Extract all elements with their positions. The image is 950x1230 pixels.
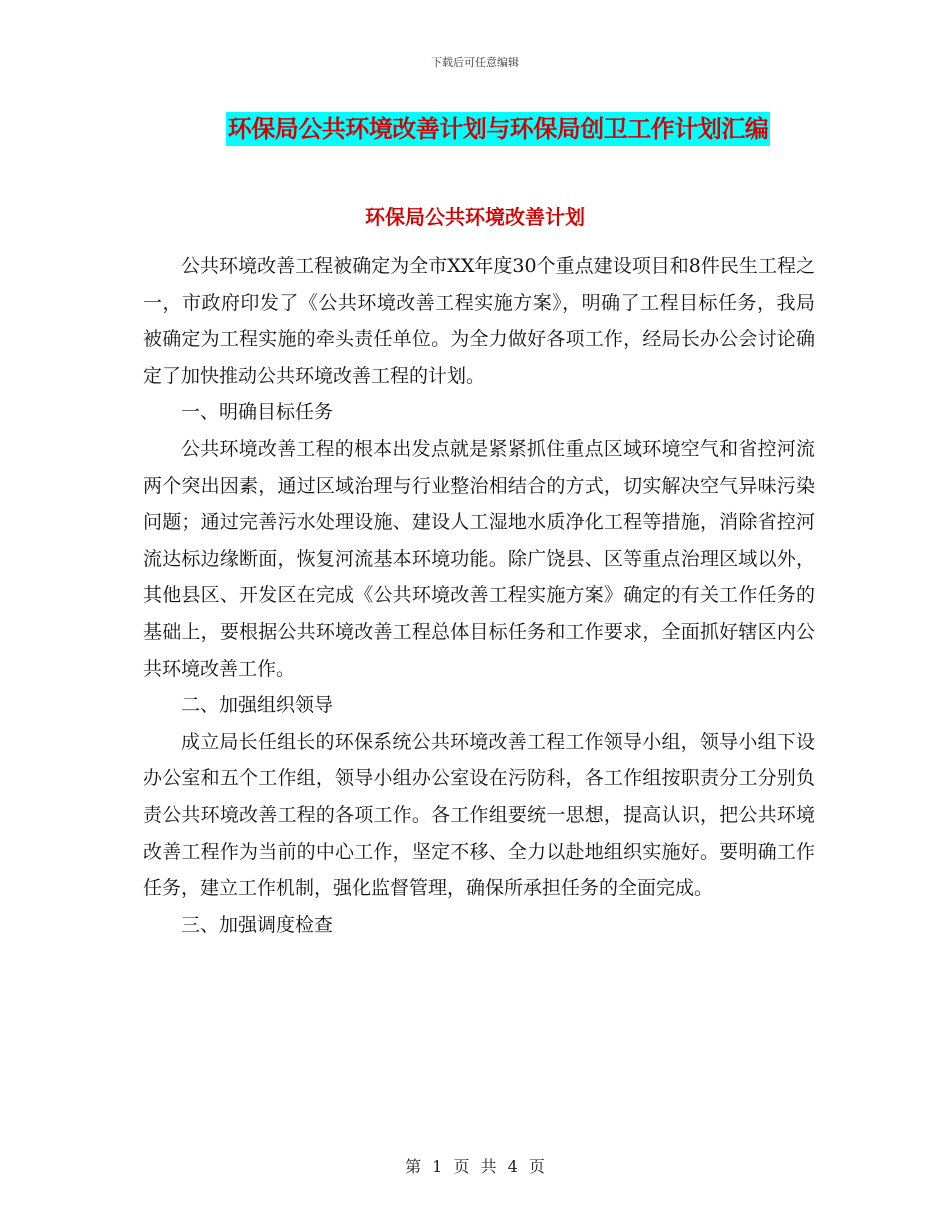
- heading-1: 一、明确目标任务: [181, 401, 334, 424]
- document-title: 环保局公共环境改善计划与环保局创卫工作计划汇编: [226, 112, 771, 146]
- page-number-footer: 第 1 页 共 4 页: [405, 1157, 545, 1176]
- document-body: [143, 248, 815, 943]
- intro-paragraph: 公共环境改善工程被确定为全市XX年度30个重点建设项目和8件民生工程之一，市政府印发了《公共环境改善工程实施方案》，明确了工程目标任务，我局被确定为工程实施的牵头责任单位。为全力做好各项工作，经局长办公会讨论确定了加快推动公共环境改善工程的计划。: [143, 255, 815, 387]
- heading-2: 二、加强组织领导: [181, 694, 334, 717]
- page-header-note: 下载后可任意编辑: [431, 56, 519, 69]
- heading-3: 三、加强调度检查: [181, 913, 334, 936]
- section-title: 环保局公共环境改善计划: [365, 205, 585, 229]
- document-title-container: [0, 112, 950, 146]
- body-paragraph-1: 公共环境改善工程的根本出发点就是紧紧抓住重点区域环境空气和省控河流两个突出因素，通过区域治理与行业整治相结合的方式，切实解决空气异味污染问题；通过完善污水处理设施、建设人工湿地水质净化工程等措施，消除省控河流达标边缘断面，恢复河流基本环境功能。除广饶县、区等重点治理区域以外，其他县区、开发区在完成《公共环境改善工程实施方案》确定的有关工作任务的基础上，要根据公共环境改善工程总体目标任务和工作要求，全面抓好辖区内公共环境改善工作。: [143, 437, 815, 680]
- body-paragraph-2: 成立局长任组长的环保系统公共环境改善工程工作领导小组，领导小组下设办公室和五个工作组，领导小组办公室设在污防科，各工作组按职责分工分别负责公共环境改善工程的各项工作。各工作组要统一思想，提高认识，把公共环境改善工程作为当前的中心工作，坚定不移、全力以赴地组织实施好。要明确工作任务，建立工作机制，强化监督管理，确保所承担任务的全面完成。: [143, 730, 815, 900]
